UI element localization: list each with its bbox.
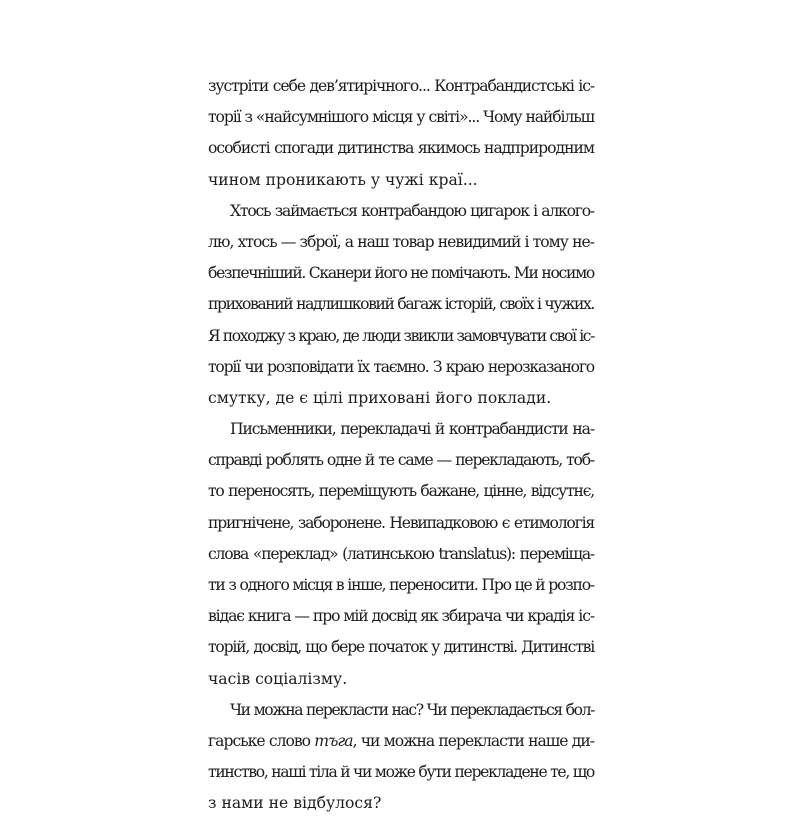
text-line: лю, хтось — зброї, а наш товар невидимий і тому не-: [208, 232, 594, 251]
text-line: з нами не відбулося?: [208, 794, 382, 813]
text-line: смутку, де є цілі приховані його поклади.: [208, 388, 552, 407]
text-line: Письменники, перекладачі й контрабандисти на-: [230, 420, 594, 439]
text-line: безпечніший. Сканери його не помічають. Ми носимо: [208, 264, 594, 283]
text-line: зустріти себе дев’ятирічного... Контрабандистські іс-: [208, 77, 594, 95]
text-line: чином проникають у чужі краї...: [208, 170, 478, 189]
text-line: Я походжу з краю, де люди звикли замовчувати свої іс-: [208, 326, 594, 345]
text-line: тинство, наші тіла й чи може бути перекладене те, що: [208, 763, 594, 782]
text-line: особисті спогади дитинства якимось надприродним: [208, 139, 594, 158]
text-line: справді роблять одне й те саме — перекладають, тоб-: [208, 451, 594, 470]
text-line: часів соціалізму.: [208, 669, 348, 688]
text-line: Чи можна перекласти нас? Чи перекладається бол-: [230, 700, 594, 719]
text-line: Хтось займається контрабандою цигарок і алкого-: [230, 201, 594, 220]
text-line: пригнічене, заборонене. Невипадковою є етимологія: [208, 513, 594, 532]
text-line: торії з «найсумнішого місця у світі»... Чому найбільш: [208, 108, 594, 127]
text-line: ти з одного місця в інше, переносити. Про це й розпо-: [208, 576, 594, 594]
text-segment: гарське слово: [208, 731, 315, 750]
text-line: відає книга — про мій досвід як збирача чи крадія іс-: [208, 607, 594, 626]
text-line: то переносять, переміщують бажане, цінне, відсутнє,: [208, 482, 594, 501]
page-text: [208, 71, 594, 820]
text-line: [208, 726, 594, 757]
italic-word: тъга: [314, 731, 353, 750]
text-segment: , чи можна перекласти наше ди-: [352, 731, 594, 750]
text-line: торії чи розповідати їх таємно. З краю нерозказаного: [208, 357, 594, 376]
text-line: торій, досвід, що бере початок у дитинстві. Дитинстві: [208, 638, 594, 657]
text-line: слова «переклад» (латинською translatus): переміща-: [208, 544, 594, 563]
text-line: прихований надлишковий багаж історій, своїх і чужих.: [208, 295, 594, 314]
